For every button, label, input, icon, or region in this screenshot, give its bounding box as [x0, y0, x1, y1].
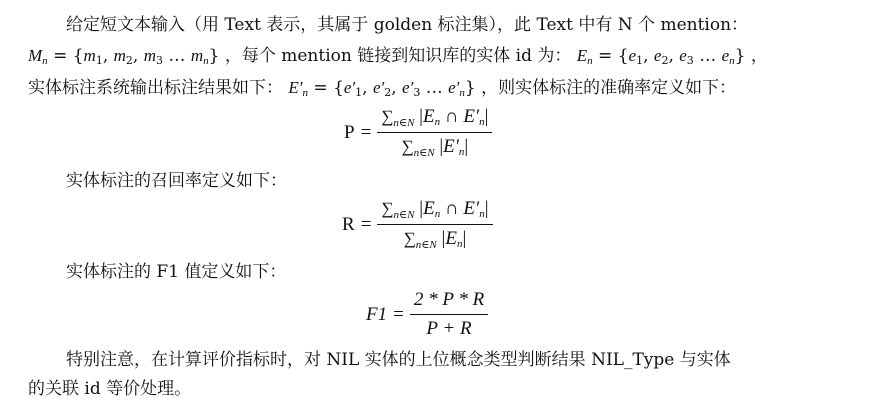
recall-numerator: $\sum_{n\in N}$ $|E_n$ ∩ $E'_n|$ — [381, 198, 489, 221]
recall-symbol: R — [342, 213, 355, 235]
note-line-2: 的关联 id 等价处理。 — [28, 379, 192, 399]
note-line-1: 特别注意，在计算评价指标时，对 NIL 实体的上位概念类型判断结果 NIL_Type 与实体 — [66, 350, 731, 370]
precision-symbol: P — [344, 121, 355, 143]
f1-equation: F1 = $\frac{2 * P * R}{P + R}$ — [366, 289, 488, 340]
recall-equation: R = $\frac{\sum_{n\in N} |E_n \cap E'_n|}{\sum_{n\in N} |E_n|}$ — [342, 198, 493, 251]
entity-set-formula: $E_n = \{e_1$, $e_2$, $e_3$ … $e_n$} ， — [576, 46, 768, 67]
output-set-formula: $E'_n = \{e'_1$, $e'_2$, $e'_3$ … $e'_n$} — [288, 78, 476, 99]
intro-line-3 — [28, 77, 736, 104]
recall-denominator: $\sum_{n\in N}$ $|E_n|$ — [403, 228, 467, 252]
f1-denominator: P + R — [426, 318, 472, 340]
f1-numerator: 2 * P * R — [413, 289, 485, 310]
intro-line-3-start: 实体标注系统输出标注结果如下： — [28, 78, 283, 98]
precision-numerator: $\sum_{n\in N}$ $|E_n$ ∩ $E'_n|$ — [381, 106, 489, 129]
recall-intro: 实体标注的召回率定义如下： — [66, 171, 287, 191]
intro-line-1: 给定短文本输入（用 Text 表示，其属于 golden 标注集），此 Text 中有 N 个 mention： — [66, 15, 749, 35]
intro-line-3-end: ，则实体标注的准确率定义如下： — [481, 78, 737, 98]
intro-line-2 — [28, 45, 768, 72]
intro-line-2-text: ，每个 mention 链接到知识库的实体 id 为： — [224, 46, 572, 66]
f1-symbol: F1 — [366, 303, 388, 325]
f1-intro: 实体标注的 F1 值定义如下： — [66, 262, 287, 282]
precision-equation: P = $\frac{\sum_{n\in N} |E_n \cap E'_n|}{\sum_{n\in N} |E'_n|}$ — [344, 106, 492, 159]
mention-set-formula: $M_n = \{m_1$, $m_2$, $m_3$ … $m_n$} — [28, 46, 220, 67]
precision-denominator: $\sum_{n\in N}$ $|E'_n|$ — [401, 136, 469, 160]
